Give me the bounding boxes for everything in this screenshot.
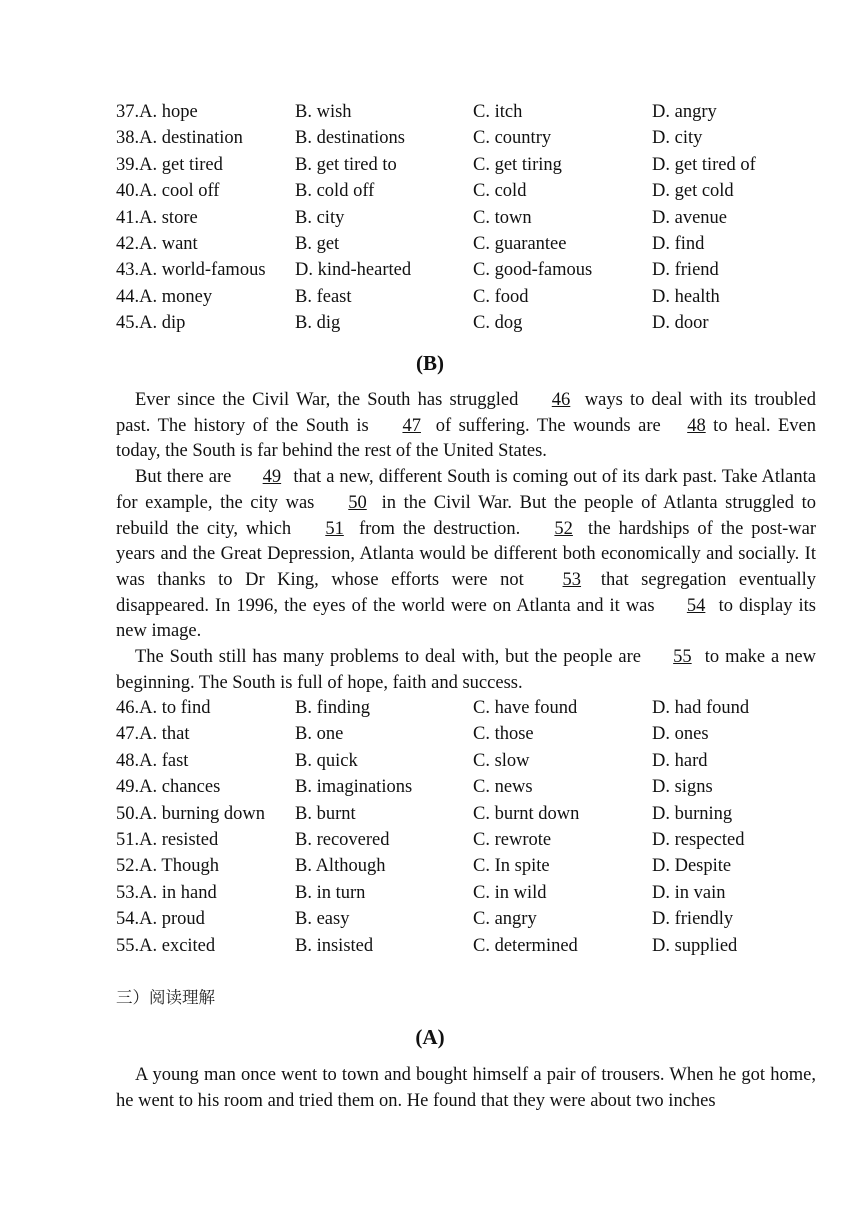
option-cell: C. guarantee — [473, 234, 567, 255]
blank-51: 51 — [325, 518, 344, 539]
option-cell: D. avenue — [652, 207, 727, 228]
passage-b-paragraph-1: Ever since the Civil War, the South has struggled 46 ways to deal with its troubled past. The history of the South is 47 of suffering. The wounds are 48 to heal. Even today, the South is far behind the rest of the United States. — [116, 390, 816, 462]
option-row — [116, 933, 816, 959]
option-cell: 50.A. burning down — [116, 803, 266, 824]
option-cell: B. insisted — [295, 935, 374, 956]
option-cell: D. supplied — [652, 935, 738, 956]
option-cell: D. city — [652, 128, 703, 149]
option-cell: C. In spite — [473, 856, 550, 877]
option-row — [116, 231, 816, 257]
option-cell: 38.A. destination — [116, 128, 243, 149]
option-cell: B. easy — [295, 909, 350, 930]
option-row — [116, 310, 816, 336]
option-row — [116, 284, 816, 310]
option-row — [116, 906, 816, 932]
option-cell: D. Despite — [652, 856, 732, 877]
option-row — [116, 827, 816, 853]
option-cell: D. get tired of — [652, 154, 756, 175]
option-cell: D. had found — [652, 698, 750, 718]
passage-b-paragraph-2: But there are 49 that a new, different South is coming out of its dark past. Take Atlanta for example, the city was 50 in the Civil War. But the people of Atlanta struggled to rebuild the city, which 51 from the destruction. 52 the hardships of the post-war years and the Great Depression, Atlanta would be different both economically and socially. It was thanks to Dr King, whose efforts were not 53 that segregation eventually disappeared. In 1996, the eyes of the world were on Atlanta and it was 54 to display its new image. — [116, 467, 816, 642]
option-cell: D. find — [652, 234, 705, 255]
option-cell: D. angry — [652, 102, 717, 122]
option-cell: D. signs — [652, 777, 713, 798]
option-row — [116, 748, 816, 774]
options-table-37-45 — [116, 99, 816, 337]
option-cell: B. Although — [295, 856, 386, 877]
option-cell: 37.A. hope — [116, 102, 198, 122]
blank-48: 48 — [687, 415, 706, 436]
option-cell: D. respected — [652, 830, 745, 851]
option-cell: B. quick — [295, 750, 358, 771]
option-cell: 54.A. proud — [116, 909, 205, 930]
option-cell: C. good-famous — [473, 260, 593, 281]
passage-b-paragraph-3: The South still has many problems to deal with, but the people are 55 to make a new beginning. The South is full of hope, faith and success. — [116, 647, 816, 693]
option-cell: 40.A. cool off — [116, 181, 220, 202]
option-cell: 41.A. store — [116, 207, 198, 228]
option-cell: D. burning — [652, 803, 733, 824]
option-row — [116, 774, 816, 800]
reading-comprehension-heading: 三）阅读理解 — [116, 988, 215, 1007]
option-cell: C. rewrote — [473, 830, 552, 851]
option-cell: D. in vain — [652, 882, 726, 903]
option-cell: 53.A. in hand — [116, 882, 217, 903]
option-cell: D. door — [652, 313, 709, 334]
option-cell: D. get cold — [652, 181, 734, 202]
option-row — [116, 205, 816, 231]
option-row — [116, 801, 816, 827]
option-cell: C. cold — [473, 181, 527, 202]
option-cell: C. dog — [473, 313, 523, 334]
blank-50: 50 — [348, 492, 367, 513]
option-cell: B. imaginations — [295, 777, 413, 798]
option-cell: D. ones — [652, 724, 709, 745]
option-cell: D. health — [652, 286, 720, 307]
option-cell: C. country — [473, 128, 552, 149]
option-cell: B. finding — [295, 698, 371, 718]
option-cell: C. angry — [473, 909, 537, 930]
passage-a-paragraph-1: A young man once went to town and bought himself a pair of trousers. When he got home, he went to his room and tried them on. He found that they were about two inches — [116, 1065, 816, 1111]
option-cell: B. feast — [295, 286, 352, 307]
option-cell: 47.A. that — [116, 724, 190, 745]
option-cell: D. kind-hearted — [295, 260, 412, 281]
option-cell: B. get tired to — [295, 154, 397, 175]
option-cell: C. get tiring — [473, 154, 562, 175]
section-b-title: (B) — [416, 351, 444, 375]
option-cell: B. one — [295, 724, 344, 745]
option-cell: 45.A. dip — [116, 313, 186, 334]
options-table-46-55 — [116, 695, 816, 959]
option-cell: B. city — [295, 207, 345, 228]
blank-53: 53 — [562, 569, 582, 590]
option-cell: 44.A. money — [116, 286, 213, 307]
blank-52: 52 — [554, 518, 573, 539]
option-cell: 48.A. fast — [116, 750, 189, 771]
option-row — [116, 257, 816, 283]
option-cell: B. destinations — [295, 128, 405, 149]
option-cell: D. friend — [652, 260, 719, 281]
option-row — [116, 125, 816, 151]
option-cell: C. burnt down — [473, 803, 580, 824]
option-row — [116, 178, 816, 204]
option-cell: B. dig — [295, 313, 341, 334]
option-cell: C. news — [473, 777, 533, 798]
option-cell: C. those — [473, 724, 534, 745]
option-cell: 51.A. resisted — [116, 830, 219, 851]
option-cell: C. town — [473, 207, 532, 228]
option-row — [116, 99, 816, 125]
option-cell: B. in turn — [295, 882, 366, 903]
passage-a — [116, 1063, 816, 1114]
option-cell: D. friendly — [652, 909, 734, 930]
option-cell: 49.A. chances — [116, 777, 221, 798]
option-cell: 52.A. Though — [116, 856, 219, 877]
option-cell: 39.A. get tired — [116, 154, 223, 175]
option-cell: 46.A. to find — [116, 698, 211, 718]
option-row — [116, 695, 816, 721]
option-cell: B. burnt — [295, 803, 356, 824]
blank-47: 47 — [402, 415, 421, 436]
option-cell: C. itch — [473, 102, 523, 122]
option-cell: D. hard — [652, 750, 708, 771]
passage-b — [116, 388, 816, 696]
option-cell: 43.A. world-famous — [116, 260, 266, 281]
option-cell: B. get — [295, 234, 340, 255]
option-row — [116, 880, 816, 906]
blank-55: 55 — [673, 647, 692, 668]
option-cell: B. wish — [295, 102, 352, 122]
blank-49: 49 — [262, 467, 282, 488]
option-cell: C. slow — [473, 750, 530, 771]
option-cell: 42.A. want — [116, 234, 198, 255]
option-cell: C. determined — [473, 935, 578, 956]
option-cell: B. cold off — [295, 181, 375, 202]
blank-54: 54 — [686, 595, 706, 616]
option-cell: B. recovered — [295, 830, 390, 851]
blank-46: 46 — [551, 390, 571, 410]
option-cell: C. food — [473, 286, 529, 307]
option-cell: 55.A. excited — [116, 935, 216, 956]
option-row — [116, 152, 816, 178]
option-row — [116, 853, 816, 879]
section-a-title: (A) — [415, 1025, 445, 1049]
option-row — [116, 721, 816, 747]
option-cell: C. have found — [473, 698, 578, 718]
option-cell: C. in wild — [473, 882, 547, 903]
